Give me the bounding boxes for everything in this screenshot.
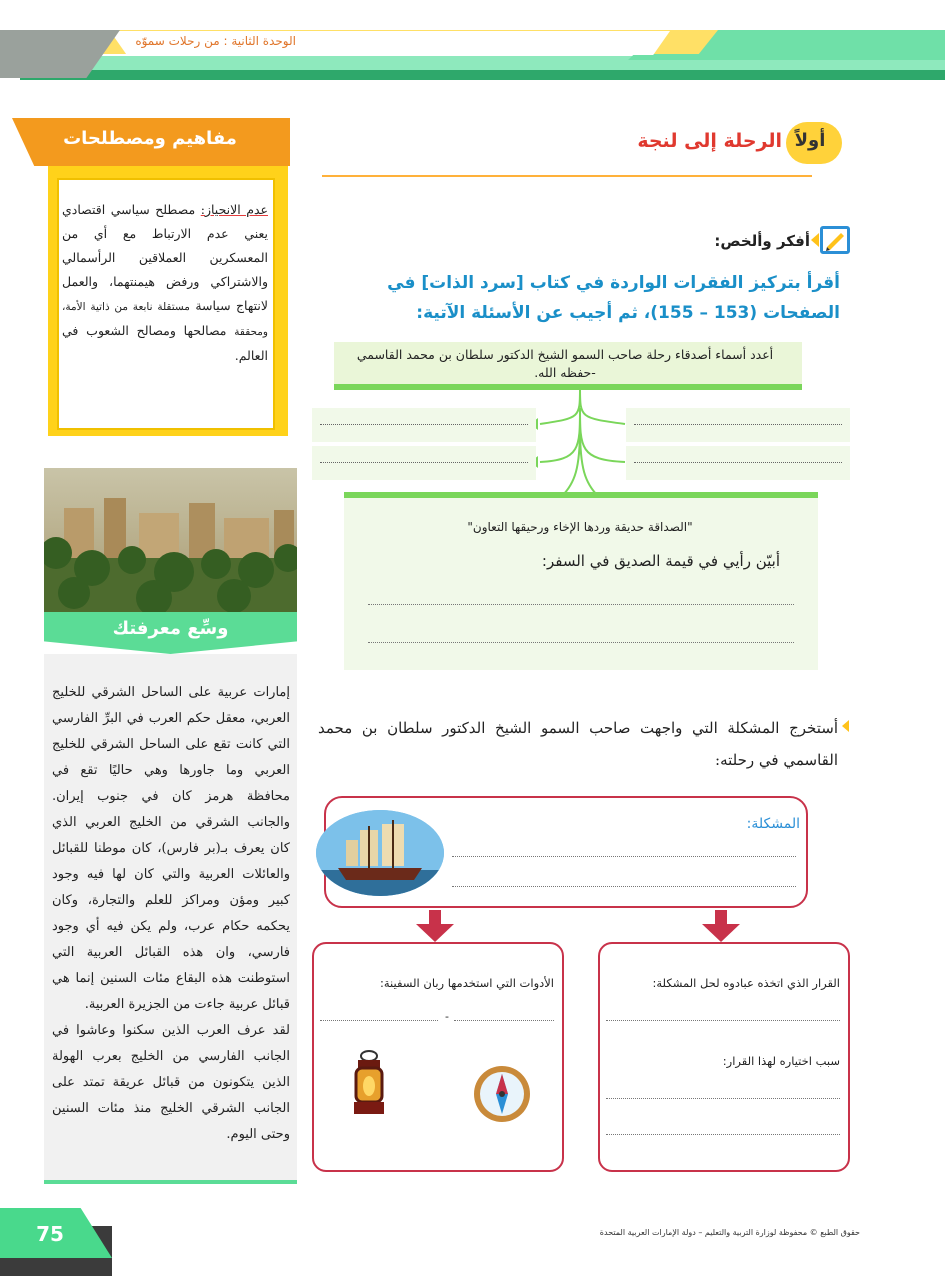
section-badge-label: أولاً (794, 130, 826, 151)
concepts-definition: عدم الانحياز: مصطلح سياسي اقتصادي يعني عدم الارتباط مع أي من المعسكرين العملاقين الرأسمالي والاشتراكي ورفض هيمنتهما، والعمل لانتهاج سياسة مستقلة نابعة من ذاتية الأمة، ومحققة مصالحها ومصالح الشعوب في العالم. (62, 202, 268, 363)
tool-field-1[interactable] (320, 1020, 438, 1021)
bullet-arrow-icon (842, 720, 849, 732)
ship-image (316, 810, 444, 896)
reason-line-1[interactable] (606, 1098, 840, 1099)
copyright-notice: حقوق الطبع © محفوظة لوزارة التربية والتعليم – دولة الإمارات العربية المتحدة (599, 1228, 860, 1237)
think-label: أفكر وألخص: (714, 232, 810, 250)
friends-prompt: أعدد أسماء أصدقاء رحلة صاحب السمو الشيخ الدكتور سلطان بن محمد القاسمي -حفظه الله. (356, 347, 774, 380)
checkbox-pencil-icon (820, 226, 850, 254)
compass-icon (468, 1064, 536, 1124)
knowledge-body: إمارات عربية على الساحل الشرقي للخليج العربي، معقل حكم العرب في البرِّ الفارسي التي كانت تقع على الساحل الشرقي للخليج العربي وما جاورها وهي حاليًا تقع في محافظة هرمز كان في جنوب إيران. والجانب الشرقي من الخليج العربي الذي كان يعرف بـ(بر فارس)، كان موطنا للقبائل والعائلات العربية والتي كان لها فيه وجود كبير ومؤن ومراكز للعلم والتجارة، وكان يحكمه حكام عرب، ولم يكن فيه أي وجود فارسي، وان هذه القبائل العربية التي استوطنت هذه البقاع مئات السنين إنما هي قبائل عربية جاءت من الجزيرة العربية. لقد عرف العرب الذين سكنوا وعاشوا في الجانب الفارسي من الخليج بعرب الهولة الذين يتكونون من قبائل عريقة تمتد على الجانب الشرقي الخليج منذ مئات السنين وحتى اليوم. (52, 685, 290, 1142)
opinion-line-1[interactable] (368, 604, 794, 605)
friendship-quote: "الصداقة حديقة وردها الإخاء ورحيقها التعاون" (467, 520, 693, 534)
friend-name-field-4[interactable] (626, 446, 850, 480)
reason-label: سبب اختياره لهذا القرار: (722, 1054, 840, 1068)
decision-label: القرار الذي اتخذه عبادوه لحل المشكلة: (652, 976, 840, 990)
bullet-arrow-icon (811, 233, 819, 247)
reason-line-2[interactable] (606, 1134, 840, 1135)
concepts-term: عدم الانحياز: (200, 202, 268, 217)
friend-name-field-1[interactable] (312, 408, 536, 442)
section-title: الرحلة إلى لنجة (637, 130, 782, 152)
section-underline (322, 175, 812, 177)
old-city-image (44, 468, 297, 613)
knowledge-title: وسِّع معرفتك (112, 618, 229, 639)
tools-separator: - (445, 1010, 449, 1023)
tool-field-2[interactable] (454, 1020, 554, 1021)
decision-line[interactable] (606, 1020, 840, 1021)
concepts-title: مفاهيم ومصطلحات (63, 128, 237, 149)
think-instruction: أقرأ بتركيز الفقرات الواردة في كتاب [سرد الذات] في الصفحات (153 – 155)، ثم أجيب عن الأسئلة الآتية: (387, 273, 840, 323)
page-number: 75 (36, 1222, 64, 1246)
lantern-icon (346, 1050, 392, 1120)
problem-label: المشكلة: (746, 816, 800, 832)
opinion-prompt: أبيّن رأيي في قيمة الصديق في السفر: (541, 552, 780, 570)
friend-name-field-2[interactable] (626, 408, 850, 442)
opinion-line-2[interactable] (368, 642, 794, 643)
branch-arrows (480, 388, 670, 498)
tools-label: الأدوات التي استخدمها ربان السفينة: (379, 976, 554, 990)
problem-line-1[interactable] (452, 856, 796, 857)
problem-line-2[interactable] (452, 886, 796, 887)
friendship-box (344, 492, 818, 670)
down-arrow-icon (416, 910, 454, 942)
header-band-dark (20, 70, 945, 80)
down-arrow-icon (702, 910, 740, 942)
extract-question: أستخرج المشكلة التي واجهت صاحب السمو الشيخ الدكتور سلطان بن محمد القاسمي في رحلته: (318, 719, 838, 769)
friend-name-field-3[interactable] (312, 446, 536, 480)
unit-title: الوحدة الثانية : من رحلات سموّه (135, 34, 296, 48)
